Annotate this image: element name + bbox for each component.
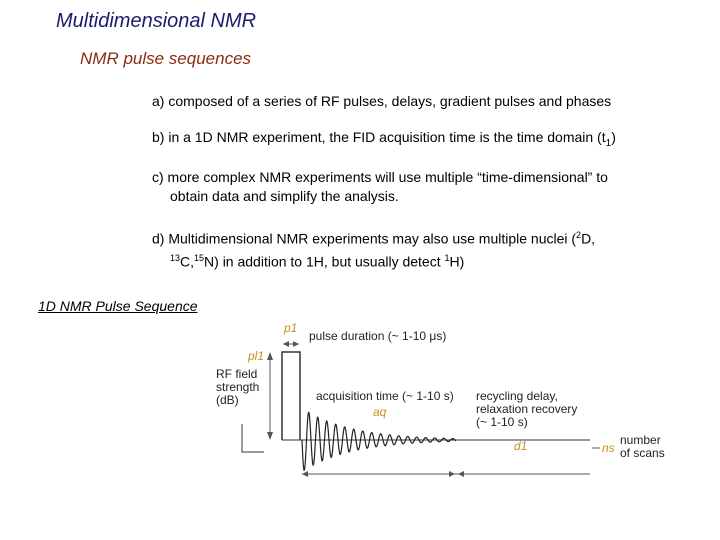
aq-label: aq	[373, 405, 387, 419]
recycle-label-1: recycling delay,	[476, 389, 558, 403]
time-arrow-right	[458, 471, 464, 477]
num-scans-label-1: number	[620, 433, 661, 447]
bullet-d-end: H)	[449, 253, 465, 270]
recycle-label-2: relaxation recovery	[476, 402, 578, 416]
bullet-d-line1-end: D,	[581, 230, 596, 247]
acq-time-label: acquisition time (~ 1-10 s)	[316, 389, 454, 403]
pl1-label: pl1	[248, 349, 265, 363]
fid-decay-curve	[302, 413, 456, 471]
bullet-d-sup-2: 2	[576, 230, 582, 240]
bullet-b-subscript: 1	[605, 137, 612, 149]
d1-label: d1	[514, 439, 528, 453]
axis-bracket	[242, 424, 264, 452]
rf-field-label-3: (dB)	[216, 393, 239, 407]
field-arrow-up	[267, 352, 273, 360]
bullet-b-close: )	[611, 129, 616, 145]
field-arrow-down	[267, 432, 273, 440]
pulse-arrow-right	[293, 341, 299, 347]
bullet-b-text: b) in a 1D NMR experiment, the FID acquisition time is the time domain (t	[152, 129, 606, 145]
bullet-d-sup-13: 13	[170, 252, 181, 263]
bullet-a: a) composed of a series of RF pulses, delays, gradient pulses and phases	[152, 93, 612, 109]
rf-field-label-2: strength	[216, 380, 260, 394]
bullet-d-sup-1: 1	[444, 252, 450, 263]
bullet-c-line1: c) more complex NMR experiments will use multiple “time-dimensional” to	[152, 169, 608, 185]
rf-field-label-1: RF field	[216, 367, 258, 381]
time-arrow-left	[302, 471, 308, 477]
time-arrow-mid	[449, 471, 455, 477]
p1-label: p1	[284, 321, 298, 335]
rf-pulse	[282, 352, 300, 440]
pulse-arrow-left	[283, 341, 289, 347]
bullet-d-line1: d) Multidimensional NMR experiments may also use multiple nuclei (	[152, 230, 577, 247]
num-scans-label-2: of scans	[620, 446, 665, 460]
bullet-c-line2: obtain data and simplify the analysis.	[170, 188, 399, 204]
page-title: Multidimensional NMR	[56, 10, 257, 32]
page-subtitle: NMR pulse sequences	[80, 49, 252, 68]
bullet-d-sup-15: 15	[194, 252, 205, 263]
bullet-d-mid: N) in addition to 1H, but usually detect	[204, 253, 445, 270]
pulse-duration-label: pulse duration (~ 1-10 μs)	[309, 329, 447, 343]
ns-label: ns	[602, 441, 615, 455]
bullet-d-c: C,	[180, 253, 195, 270]
figure-label: 1D NMR Pulse Sequence	[38, 298, 198, 314]
recycle-label-3: (~ 1-10 s)	[476, 415, 528, 429]
